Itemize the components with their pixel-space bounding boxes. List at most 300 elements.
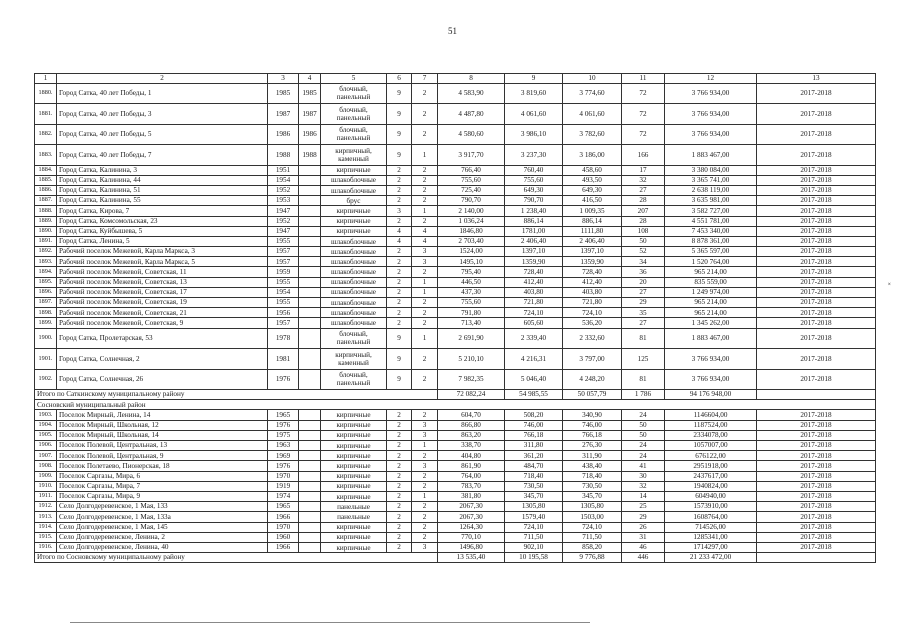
table-cell: Рабочий поселок Межевой, Советская, 13 <box>57 277 268 287</box>
table-cell: Город Сатка, Калинина, 44 <box>57 175 268 185</box>
table-cell: Город Сатка, Калинина, 3 <box>57 165 268 175</box>
table-cell: 2 <box>387 532 412 542</box>
table-cell: 1910. <box>35 481 57 491</box>
table-cell: кирпичные <box>321 410 387 420</box>
table-cell: 2017-2018 <box>757 226 876 236</box>
table-cell: 5 210,10 <box>438 349 505 370</box>
table-cell: 1947 <box>268 226 299 236</box>
table-cell: Город Сатка, Солнечная, 26 <box>57 369 268 390</box>
table-cell: 458,60 <box>563 165 622 175</box>
table-cell: кирпичные <box>321 491 387 501</box>
table-cell <box>299 308 321 318</box>
table-cell: 2067,30 <box>438 512 505 522</box>
table-cell: 604940,00 <box>665 491 757 501</box>
table-cell: 35 <box>622 308 665 318</box>
table-cell: 1524,00 <box>438 247 505 257</box>
table-cell: Село Долгодеревенское, 1 Мая, 145 <box>57 522 268 532</box>
table-cell: 2 <box>412 165 438 175</box>
table-cell: шлакоблочные <box>321 308 387 318</box>
table-cell: 81 <box>622 369 665 390</box>
table-row <box>35 512 876 522</box>
table-cell: 676122,00 <box>665 451 757 461</box>
table-cell: 1305,80 <box>505 502 563 512</box>
table-cell: кирпичные <box>321 420 387 430</box>
table-cell: 1397,10 <box>505 247 563 257</box>
table-cell: 746,00 <box>505 420 563 430</box>
table-cell <box>299 328 321 349</box>
table-cell: 2 <box>387 247 412 257</box>
table-cell: 404,80 <box>438 451 505 461</box>
table-cell: 1714297,00 <box>665 542 757 552</box>
table-row <box>35 318 876 328</box>
table-cell: 2017-2018 <box>757 502 876 512</box>
table-cell: 1985 <box>268 83 299 104</box>
table-cell: 2017-2018 <box>757 430 876 440</box>
table-cell: 2017-2018 <box>757 441 876 451</box>
table-cell: 1899. <box>35 318 57 328</box>
table-cell: 718,40 <box>563 471 622 481</box>
table-cell: Город Сатка, Калинина, 55 <box>57 196 268 206</box>
table-cell: 2 <box>412 308 438 318</box>
table-cell: 1885. <box>35 175 57 185</box>
table-cell: 3 365 741,00 <box>665 175 757 185</box>
table-cell: 21 233 472,00 <box>665 553 757 563</box>
housing-register-table <box>34 73 876 563</box>
table-cell: 3 766 934,00 <box>665 104 757 125</box>
table-cell: 2017-2018 <box>757 491 876 501</box>
table-cell: 7 982,35 <box>438 369 505 390</box>
table-cell: 1915. <box>35 532 57 542</box>
table-cell: 1900. <box>35 328 57 349</box>
table-cell: 2017-2018 <box>757 318 876 328</box>
table-cell: 1892. <box>35 247 57 257</box>
table-cell: 2 <box>387 471 412 481</box>
table-cell: 403,80 <box>505 287 563 297</box>
table-cell: шлакоблочные <box>321 298 387 308</box>
table-cell: шлакоблочные <box>321 257 387 267</box>
table-cell <box>299 206 321 216</box>
table-cell: 2 <box>387 512 412 522</box>
table-cell: Сосновский муниципальный район <box>35 400 876 410</box>
table-cell: 9 776,88 <box>563 553 622 563</box>
table-cell: Село Долгодеревенское, Ленина, 40 <box>57 542 268 552</box>
table-cell: 4 <box>387 236 412 246</box>
table-cell: 30 <box>622 471 665 481</box>
table-cell: 1947 <box>268 206 299 216</box>
table-cell: кирпичные <box>321 216 387 226</box>
table-cell <box>299 318 321 328</box>
table-cell: 2 <box>412 532 438 542</box>
table-row <box>35 247 876 257</box>
table-cell: 1987 <box>299 104 321 125</box>
table-cell: 3 237,30 <box>505 145 563 166</box>
table-cell: 1907. <box>35 451 57 461</box>
table-cell: 1966 <box>268 512 299 522</box>
total-row <box>35 553 876 563</box>
table-row <box>35 83 876 104</box>
table-cell: 2 <box>387 287 412 297</box>
table-cell: шлакоблочные <box>321 267 387 277</box>
table-cell: 3 <box>412 461 438 471</box>
table-cell: 4 <box>387 226 412 236</box>
table-cell <box>299 287 321 297</box>
table-cell: 14 <box>622 491 665 501</box>
table-cell: 2017-2018 <box>757 165 876 175</box>
table-row <box>35 532 876 542</box>
table-cell: 2 <box>387 318 412 328</box>
table-cell: 2 <box>387 175 412 185</box>
table-row <box>35 257 876 267</box>
table-cell: 2 <box>412 481 438 491</box>
table-cell: 2 <box>57 74 268 84</box>
table-cell: 2017-2018 <box>757 461 876 471</box>
table-row <box>35 441 876 451</box>
table-cell: 1955 <box>268 236 299 246</box>
table-cell: 1880. <box>35 83 57 104</box>
table-cell: 1903. <box>35 410 57 420</box>
table-cell: 12 <box>665 74 757 84</box>
table-cell: 2 <box>387 502 412 512</box>
table-cell: 4 487,80 <box>438 104 505 125</box>
table-cell: 3 797,00 <box>563 349 622 370</box>
table-cell: 1970 <box>268 471 299 481</box>
table-cell: 2017-2018 <box>757 124 876 145</box>
table-cell: 2017-2018 <box>757 298 876 308</box>
table-cell: 2017-2018 <box>757 308 876 318</box>
table-cell: Город Сатка, Кирова, 7 <box>57 206 268 216</box>
table-cell: 1305,80 <box>563 502 622 512</box>
table-cell <box>299 502 321 512</box>
table-cell: 1965 <box>268 410 299 420</box>
table-cell: 605,60 <box>505 318 563 328</box>
table-cell: 2 638 119,00 <box>665 185 757 195</box>
table-cell: 1970 <box>268 522 299 532</box>
table-cell: 2 339,40 <box>505 328 563 349</box>
table-cell: 1985 <box>299 83 321 104</box>
table-cell: 2017-2018 <box>757 420 876 430</box>
table-cell: 2 406,40 <box>505 236 563 246</box>
table-cell <box>299 267 321 277</box>
table-cell: Село Долгодеревенское, 1 Мая, 133а <box>57 512 268 522</box>
table-cell: кирпичные <box>321 441 387 451</box>
table-cell: 1908. <box>35 461 57 471</box>
table-cell: 724,10 <box>505 522 563 532</box>
table-cell: 755,60 <box>438 175 505 185</box>
table-cell: Поселок Полетаево, Пионерская, 18 <box>57 461 268 471</box>
table-cell: 50 057,79 <box>563 390 622 400</box>
table-cell: 52 <box>622 247 665 257</box>
table-cell: 31 <box>622 532 665 542</box>
table-cell: 3 986,10 <box>505 124 563 145</box>
table-cell: 2017-2018 <box>757 277 876 287</box>
table-cell: 361,20 <box>505 451 563 461</box>
table-cell: 125 <box>622 349 665 370</box>
table-cell: Село Долгодеревенское, Ленина, 2 <box>57 532 268 542</box>
table-row <box>35 267 876 277</box>
table-cell: 2 <box>412 502 438 512</box>
table-cell: 1495,10 <box>438 257 505 267</box>
table-cell: Город Сатка, Пролетарская, 53 <box>57 328 268 349</box>
table-cell: 1 <box>412 206 438 216</box>
table-cell: 25 <box>622 502 665 512</box>
table-cell: 1 238,40 <box>505 206 563 216</box>
table-row <box>35 196 876 206</box>
table-cell: 1891. <box>35 236 57 246</box>
table-cell: блочный, панельный <box>321 369 387 390</box>
table-cell: 1146604,00 <box>665 410 757 420</box>
table-body <box>35 74 876 563</box>
table-cell: 783,70 <box>438 481 505 491</box>
table-row <box>35 124 876 145</box>
table-cell: 9 <box>387 328 412 349</box>
table-cell: 1986 <box>299 124 321 145</box>
table-cell: 50 <box>622 430 665 440</box>
table-cell: 9 <box>387 369 412 390</box>
table-cell: 766,40 <box>438 165 505 175</box>
table-cell: 437,30 <box>438 287 505 297</box>
table-cell <box>757 553 876 563</box>
table-cell: 2951918,00 <box>665 461 757 471</box>
table-cell: 4 <box>412 236 438 246</box>
table-cell: кирпичные <box>321 471 387 481</box>
table-row <box>35 410 876 420</box>
table-cell: Поселок Полевой, Центральная, 13 <box>57 441 268 451</box>
table-cell: 1573910,00 <box>665 502 757 512</box>
table-cell: 311,90 <box>563 451 622 461</box>
table-cell: 13 535,40 <box>438 553 505 563</box>
table-cell: шлакоблочные <box>321 318 387 328</box>
table-cell: 2067,30 <box>438 502 505 512</box>
table-cell: 755,60 <box>438 298 505 308</box>
table-cell: 2 <box>412 349 438 370</box>
table-cell: 446,50 <box>438 277 505 287</box>
table-cell: 3 <box>387 206 412 216</box>
table-cell: 338,70 <box>438 441 505 451</box>
table-cell: Город Сатка, 40 лет Победы, 7 <box>57 145 268 166</box>
table-cell: 2017-2018 <box>757 175 876 185</box>
header-row <box>35 74 876 84</box>
table-cell <box>299 196 321 206</box>
table-cell: 1955 <box>268 277 299 287</box>
table-cell: 858,20 <box>563 542 622 552</box>
table-cell: 886,14 <box>505 216 563 226</box>
table-cell: 17 <box>622 165 665 175</box>
table-cell: 1264,30 <box>438 522 505 532</box>
table-cell: кирпичный, каменный <box>321 349 387 370</box>
table-cell: 3 380 084,00 <box>665 165 757 175</box>
table-cell: 1963 <box>268 441 299 451</box>
table-cell <box>299 481 321 491</box>
table-cell: 3 766 934,00 <box>665 83 757 104</box>
table-cell: 4 248,20 <box>563 369 622 390</box>
table-cell: 4 <box>412 226 438 236</box>
table-cell: 1954 <box>268 175 299 185</box>
table-cell: 2 <box>412 298 438 308</box>
table-cell: 1897. <box>35 298 57 308</box>
table-cell: 1951 <box>268 165 299 175</box>
table-cell: шлакоблочные <box>321 277 387 287</box>
table-row <box>35 226 876 236</box>
table-cell: 29 <box>622 512 665 522</box>
table-cell: 766,18 <box>563 430 622 440</box>
table-cell: Город Сатка, Комсомольская, 23 <box>57 216 268 226</box>
table-cell: шлакоблочные <box>321 247 387 257</box>
table-cell: 81 <box>622 328 665 349</box>
table-cell: 2 <box>412 267 438 277</box>
table-row <box>35 104 876 125</box>
table-cell: Рабочий поселок Межевой, Советская, 19 <box>57 298 268 308</box>
table-cell: 13 <box>757 74 876 84</box>
table-cell: 10 <box>563 74 622 84</box>
table-cell: 795,40 <box>438 267 505 277</box>
table-cell: 2017-2018 <box>757 145 876 166</box>
table-cell: 2437617,00 <box>665 471 757 481</box>
table-cell: 1579,40 <box>505 512 563 522</box>
table-cell: Поселок Полевой, Центральная, 9 <box>57 451 268 461</box>
table-cell: 711,50 <box>505 532 563 542</box>
table-row <box>35 165 876 175</box>
table-cell: кирпичные <box>321 542 387 552</box>
table-cell: 2 406,40 <box>563 236 622 246</box>
table-cell: 10 195,58 <box>505 553 563 563</box>
table-cell: 345,70 <box>563 491 622 501</box>
table-cell: 2 <box>387 491 412 501</box>
table-cell: 1895. <box>35 277 57 287</box>
table-cell: Город Сатка, Калинина, 51 <box>57 185 268 195</box>
table-cell: 2 <box>387 420 412 430</box>
table-row <box>35 277 876 287</box>
table-cell: 46 <box>622 542 665 552</box>
table-cell: 2 <box>387 451 412 461</box>
table-cell: Рабочий поселок Межевой, Советская, 21 <box>57 308 268 318</box>
table-cell: 1 786 <box>622 390 665 400</box>
table-cell: 207 <box>622 206 665 216</box>
table-cell: 1976 <box>268 420 299 430</box>
table-cell: 94 176 948,00 <box>665 390 757 400</box>
table-row <box>35 502 876 512</box>
table-cell: 381,80 <box>438 491 505 501</box>
table-cell: 1 <box>412 328 438 349</box>
table-cell <box>299 420 321 430</box>
table-cell: 2017-2018 <box>757 512 876 522</box>
table-cell: 4 216,31 <box>505 349 563 370</box>
table-cell: 36 <box>622 267 665 277</box>
table-cell: 2017-2018 <box>757 542 876 552</box>
table-cell: 3 635 981,00 <box>665 196 757 206</box>
table-cell: 649,30 <box>563 185 622 195</box>
table-cell: Поселок Мирный, Школьная, 14 <box>57 430 268 440</box>
table-cell: 2 <box>387 430 412 440</box>
table-cell: 1888. <box>35 206 57 216</box>
table-cell: 1359,90 <box>505 257 563 267</box>
table-cell: 835 559,00 <box>665 277 757 287</box>
table-cell: 9 <box>387 104 412 125</box>
table-cell: 1894. <box>35 267 57 277</box>
table-cell: 2 <box>412 185 438 195</box>
table-cell: 1503,00 <box>563 512 622 522</box>
total-row <box>35 390 876 400</box>
table-row <box>35 451 876 461</box>
table-cell: 2017-2018 <box>757 206 876 216</box>
table-cell: 28 <box>622 216 665 226</box>
table-cell: 3 <box>268 74 299 84</box>
table-cell <box>299 451 321 461</box>
table-cell: 1883. <box>35 145 57 166</box>
table-cell: 32 <box>622 175 665 185</box>
table-cell: панельные <box>321 502 387 512</box>
table-cell: 2017-2018 <box>757 236 876 246</box>
table-cell: кирпичные <box>321 532 387 542</box>
table-cell: 721,80 <box>505 298 563 308</box>
table-cell: 2 <box>387 522 412 532</box>
table-cell: 34 <box>622 257 665 267</box>
table-cell: 718,40 <box>505 471 563 481</box>
table-cell: 1909. <box>35 471 57 481</box>
table-cell: 9 <box>387 145 412 166</box>
table-cell: кирпичные <box>321 481 387 491</box>
table-cell: 725,40 <box>438 185 505 195</box>
table-row <box>35 491 876 501</box>
table-row <box>35 175 876 185</box>
table-row <box>35 236 876 246</box>
table-cell: 2 <box>412 410 438 420</box>
table-cell: 1957 <box>268 257 299 267</box>
table-cell: 345,70 <box>505 491 563 501</box>
table-cell: 2 <box>387 410 412 420</box>
table-cell: 1966 <box>268 542 299 552</box>
table-cell <box>299 369 321 390</box>
table-cell: 3 186,00 <box>563 145 622 166</box>
table-cell: 2 <box>412 104 438 125</box>
table-cell: 746,00 <box>563 420 622 430</box>
table-cell: 728,40 <box>563 267 622 277</box>
table-cell: 790,70 <box>505 196 563 206</box>
table-cell: 6 <box>387 74 412 84</box>
table-cell: 2 691,90 <box>438 328 505 349</box>
table-cell <box>757 390 876 400</box>
table-cell: 2 <box>412 124 438 145</box>
table-cell: 1902. <box>35 369 57 390</box>
table-cell: брус <box>321 196 387 206</box>
table-cell: 724,10 <box>563 522 622 532</box>
table-cell: 24 <box>622 410 665 420</box>
table-cell: 3 774,60 <box>563 83 622 104</box>
table-cell <box>299 216 321 226</box>
table-cell: 412,40 <box>563 277 622 287</box>
table-cell: 1285341,00 <box>665 532 757 542</box>
table-cell: 508,20 <box>505 410 563 420</box>
table-cell: 3 782,60 <box>563 124 622 145</box>
table-cell <box>299 542 321 552</box>
table-cell: 4 551 781,00 <box>665 216 757 226</box>
table-cell: 861,90 <box>438 461 505 471</box>
table-cell: 27 <box>622 185 665 195</box>
table-cell: 714526,00 <box>665 522 757 532</box>
table-cell: 24 <box>622 451 665 461</box>
table-cell: 1976 <box>268 369 299 390</box>
table-cell: 3 819,60 <box>505 83 563 104</box>
table-cell: Поселок Саргазы, Мира, 6 <box>57 471 268 481</box>
table-cell: 2 <box>387 257 412 267</box>
table-cell: 4 061,60 <box>563 104 622 125</box>
table-cell: 1969 <box>268 451 299 461</box>
table-cell: 2 703,40 <box>438 236 505 246</box>
table-cell <box>299 512 321 522</box>
table-cell: 1911. <box>35 491 57 501</box>
table-cell: 1912. <box>35 502 57 512</box>
table-cell: Поселок Саргазы, Мира, 9 <box>57 491 268 501</box>
table-cell: кирпичные <box>321 522 387 532</box>
